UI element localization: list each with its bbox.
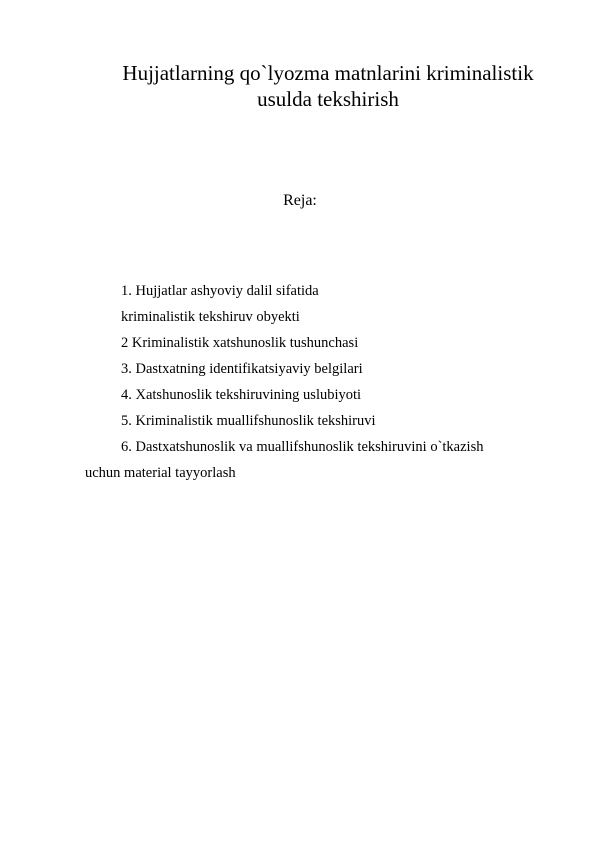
document-title-line-2: usulda tekshirish bbox=[257, 87, 399, 111]
plan-item-3: 3. Dastxatning identifikatsiyaviy belgilari bbox=[121, 361, 363, 377]
plan-item-4: 4. Xatshunoslik tekshiruvining uslubiyoti bbox=[121, 387, 362, 403]
plan-item-1-continued: kriminalistik tekshiruv obyekti bbox=[121, 309, 300, 325]
plan-heading: Reja: bbox=[283, 192, 317, 209]
plan-item-6: 6. Dastxatshunoslik va muallifshunoslik tekshiruvini o`tkazish bbox=[121, 439, 484, 455]
document-title-line-1: Hujjatlarning qo`lyozma matnlarini kriminalistik bbox=[122, 61, 534, 85]
plan-item-1: 1. Hujjatlar ashyoviy dalil sifatida bbox=[121, 283, 319, 299]
plan-item-6-continued: uchun material tayyorlash bbox=[85, 465, 236, 481]
plan-item-5: 5. Kriminalistik muallifshunoslik tekshiruvi bbox=[121, 413, 376, 429]
plan-item-2: 2 Kriminalistik xatshunoslik tushunchasi bbox=[121, 335, 359, 351]
